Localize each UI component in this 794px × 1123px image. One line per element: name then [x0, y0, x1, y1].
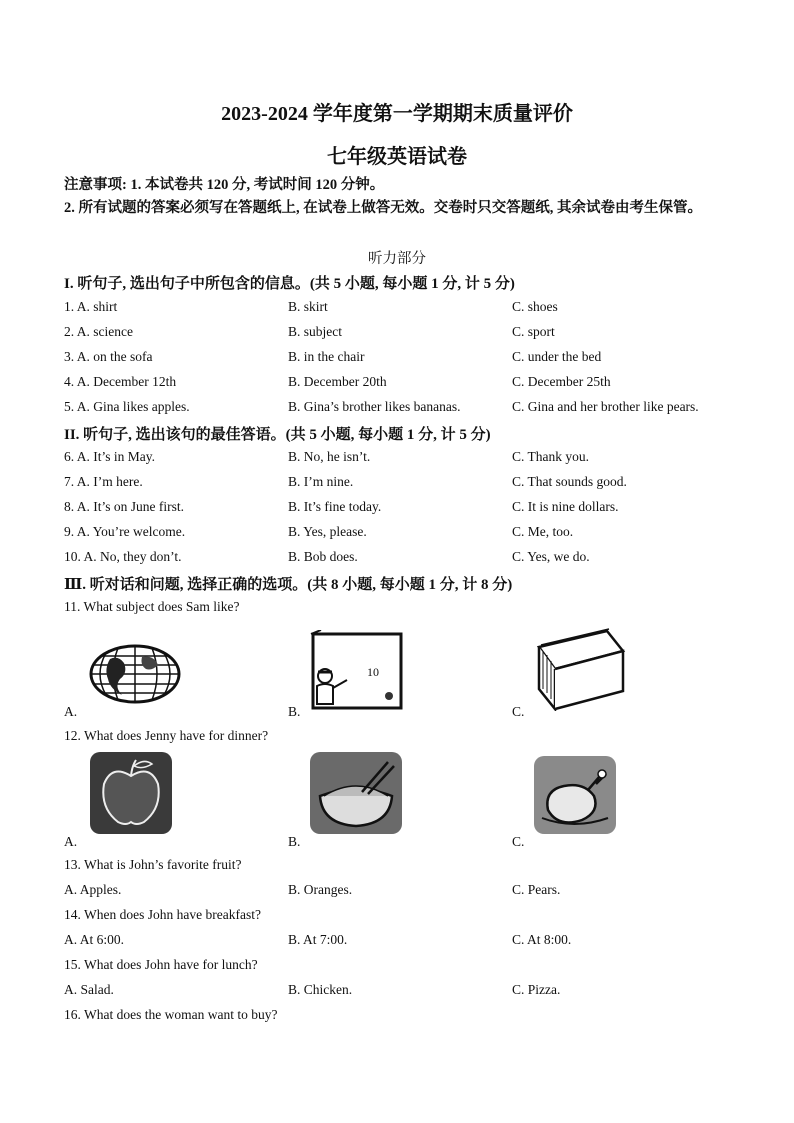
q14-option-a: A. At 6:00.: [64, 932, 125, 947]
q8-option-c: C. It is nine dollars.: [512, 499, 619, 514]
q14-option-b: B. At 7:00.: [288, 932, 348, 947]
q6-option-a: 6. A. It’s in May.: [64, 449, 155, 464]
q9-option-b: B. Yes, please.: [288, 524, 367, 539]
blackboard-number: 10: [367, 665, 379, 679]
q3-option-c: C. under the bed: [512, 349, 602, 364]
notes-line-1: 注意事项: 1. 本试卷共 120 分, 考试时间 120 分钟。: [64, 177, 385, 193]
q13-option-c: C. Pears.: [512, 882, 561, 897]
q15-option-b: B. Chicken.: [288, 982, 353, 997]
q4-option-a: 4. A. December 12th: [64, 374, 177, 389]
q6-option-b: B. No, he isn’t.: [288, 449, 371, 464]
q2-option-a: 2. A. science: [64, 324, 133, 339]
q4-option-b: B. December 20th: [288, 374, 387, 389]
q11-label-c: C.: [512, 704, 525, 719]
q7-option-c: C. That sounds good.: [512, 474, 627, 489]
blackboard-teacher-icon: [309, 630, 405, 712]
q2-option-b: B. subject: [288, 324, 342, 339]
section-3-heading: Ⅲ. 听对话和问题, 选择正确的选项。(共 8 小题, 每小题 1 分, 计 8 分): [64, 577, 513, 593]
q5-option-c: C. Gina and her brother like pears.: [512, 399, 699, 414]
q1-option-b: B. skirt: [288, 299, 328, 314]
q15-question: 15. What does John have for lunch?: [64, 957, 258, 972]
q8-option-a: 8. A. It’s on June first.: [64, 499, 184, 514]
q7-option-b: B. I’m nine.: [288, 474, 354, 489]
q6-option-c: C. Thank you.: [512, 449, 589, 464]
q15-option-a: A. Salad.: [64, 982, 114, 997]
q12-question: 12. What does Jenny have for dinner?: [64, 728, 269, 743]
q8-option-b: B. It’s fine today.: [288, 499, 382, 514]
q1-option-a: 1. A. shirt: [64, 299, 118, 314]
globe-icon: [88, 643, 183, 706]
q12-label-b: B.: [288, 834, 301, 849]
notes-line-2: 2. 所有试题的答案必须写在答题纸上, 在试卷上做答无效。交卷时只交答题纸, 其余试卷由考生保管。: [64, 200, 702, 216]
q1-option-c: C. shoes: [512, 299, 558, 314]
listening-title: 听力部分: [368, 251, 426, 267]
chicken-icon: [534, 756, 616, 834]
q13-option-a: A. Apples.: [64, 882, 122, 897]
q13-question: 13. What is John’s favorite fruit?: [64, 857, 242, 872]
exam-title: 2023-2024 学年度第一学期期末质量评价: [221, 103, 573, 125]
apple-icon: [90, 752, 172, 834]
q10-option-a: 10. A. No, they don’t.: [64, 549, 182, 564]
q12-label-c: C.: [512, 834, 525, 849]
q11-label-b: B.: [288, 704, 301, 719]
q14-option-c: C. At 8:00.: [512, 932, 572, 947]
q5-option-b: B. Gina’s brother likes bananas.: [288, 399, 461, 414]
section-2-heading: II. 听句子, 选出该句的最佳答语。(共 5 小题, 每小题 1 分, 计 5 分): [64, 427, 491, 443]
q14-question: 14. When does John have breakfast?: [64, 907, 261, 922]
q15-option-c: C. Pizza.: [512, 982, 561, 997]
q10-option-b: B. Bob does.: [288, 549, 358, 564]
book-icon: [533, 625, 629, 711]
q11-label-a: A.: [64, 704, 78, 719]
q5-option-a: 5. A. Gina likes apples.: [64, 399, 190, 414]
q4-option-c: C. December 25th: [512, 374, 611, 389]
q7-option-a: 7. A. I’m here.: [64, 474, 143, 489]
q11-question: 11. What subject does Sam like?: [64, 599, 240, 614]
q10-option-c: C. Yes, we do.: [512, 549, 590, 564]
q13-option-b: B. Oranges.: [288, 882, 353, 897]
rice-bowl-icon: [310, 752, 402, 834]
q3-option-b: B. in the chair: [288, 349, 365, 364]
section-1-heading: I. 听句子, 选出句子中所包含的信息。(共 5 小题, 每小题 1 分, 计 5 分): [64, 276, 515, 292]
q3-option-a: 3. A. on the sofa: [64, 349, 153, 364]
exam-subtitle: 七年级英语试卷: [327, 146, 467, 168]
q9-option-a: 9. A. You’re welcome.: [64, 524, 186, 539]
q16-question: 16. What does the woman want to buy?: [64, 1007, 278, 1022]
q9-option-c: C. Me, too.: [512, 524, 574, 539]
q12-label-a: A.: [64, 834, 78, 849]
q2-option-c: C. sport: [512, 324, 555, 339]
